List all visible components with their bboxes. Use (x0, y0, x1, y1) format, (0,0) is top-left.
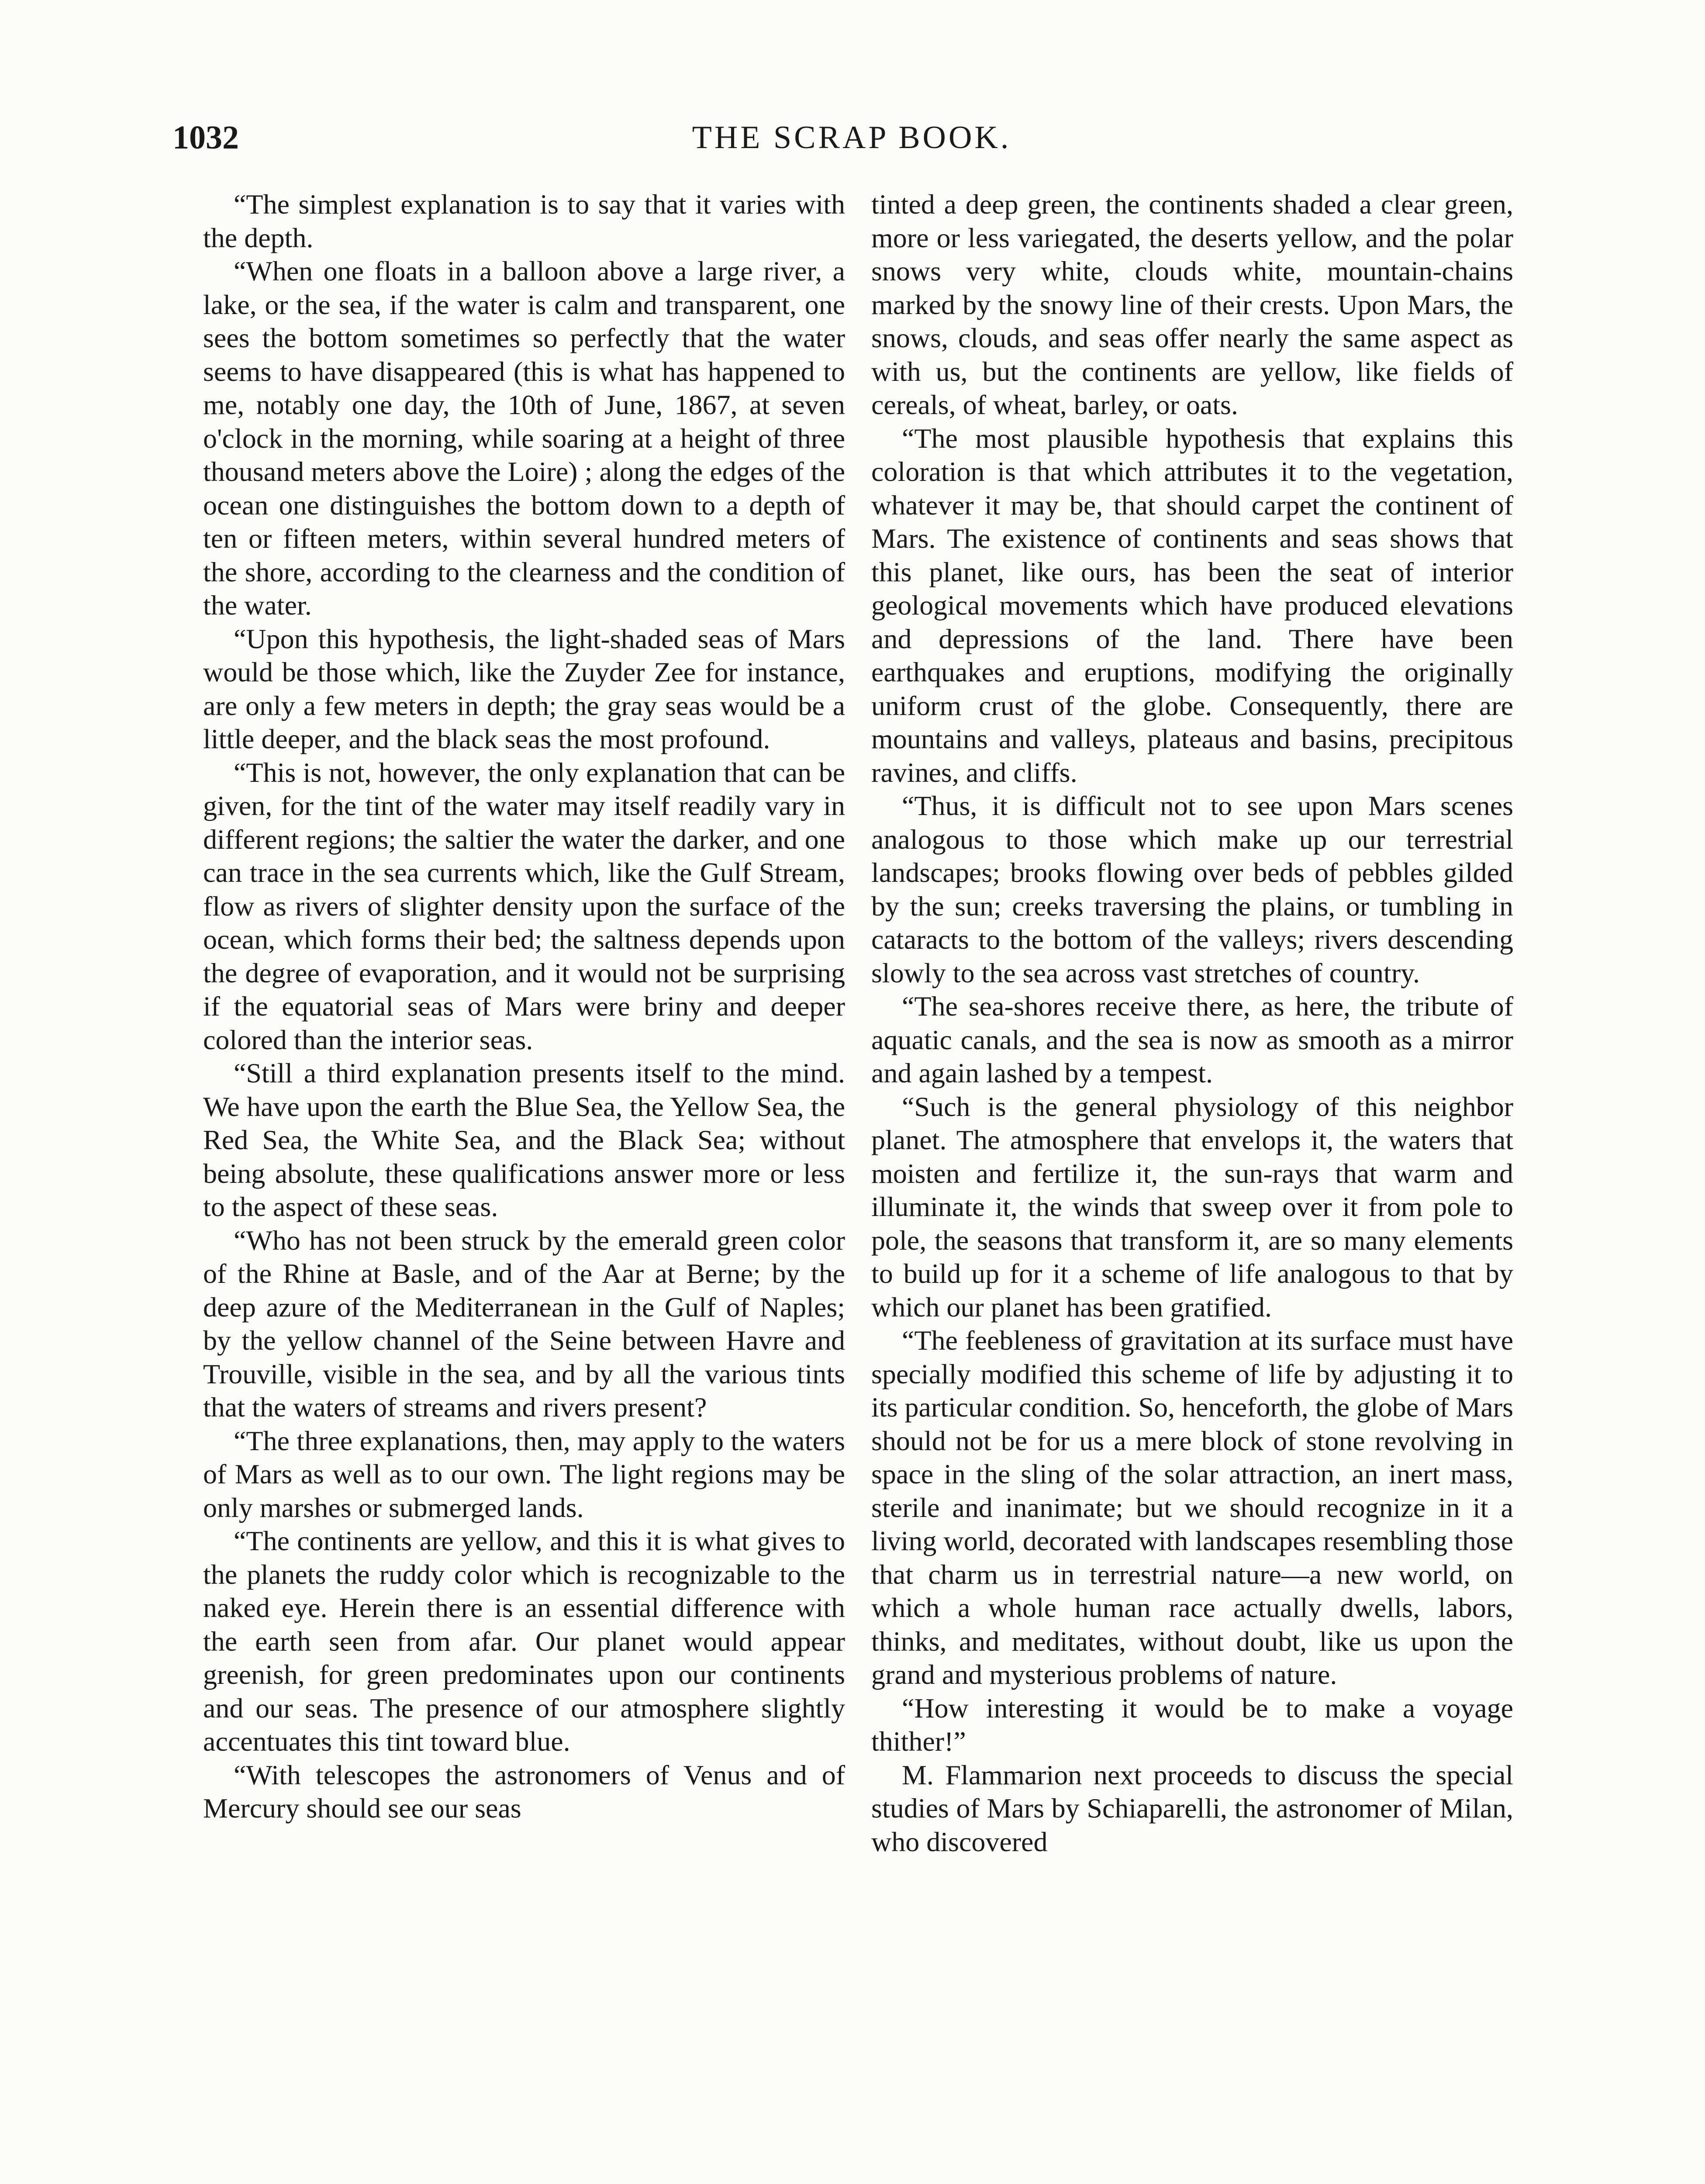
paragraph: “This is not, however, the only explanation that can be given, for the tint of the water may itself readily vary in different regions; the saltier the water the darker, and one can trace in the sea currents which, like the Gulf Stream, flow as rivers of slighter density upon the surface of the ocean, which forms their bed; the saltness depends upon the degree of evaporation, and it would not be surprising if the equatorial seas of Mars were briny and deeper colored than the interior seas. (203, 757, 845, 1055)
paragraph: “The continents are yellow, and this it is what gives to the planets the ruddy color which is recognizable to the naked eye. Herein there is an essential difference with the earth seen from afar. Our planet would appear greenish, for green predominates upon our continents and our seas. The presence of our atmosphere slightly accentuates this tint toward blue. (203, 1525, 845, 1757)
paragraph-continued: tinted a deep green, the continents shaded a clear green, more or less variegated, the deserts yellow, and the polar snows very white, clouds white, mountain-chains marked by the snowy line of their crests. Upon Mars, the snows, clouds, and seas offer nearly the same aspect as with us, but the continents are yellow, like fields of cereals, of wheat, barley, or oats. (871, 189, 1513, 420)
paragraph: “Thus, it is difficult not to see upon Mars scenes analogous to those which make up our terrestrial landscapes; brooks flowing over beds of pebbles gilded by the sun; creeks traversing the plains, or tumbling in cataracts to the bottom of the valleys; rivers descending slowly to the sea across vast stretches of country. (871, 790, 1513, 988)
paragraph: “Still a third explanation presents itself to the mind. We have upon the earth the Blue Sea, the Yellow Sea, the Red Sea, the White Sea, and the Black Sea; without being absolute, these qualifications answer more or less to the aspect of these seas. (203, 1057, 845, 1222)
paragraph: “The simplest explanation is to say that it varies with the depth. (203, 189, 845, 253)
paragraph: M. Flammarion next proceeds to discuss the special studies of Mars by Schiaparelli, the astronomer of Milan, who discovered (871, 1759, 1513, 1857)
page-number: 1032 (173, 119, 239, 156)
paragraph: “The feebleness of gravitation at its surface must have specially modified this scheme of life by adjusting it to its particular condition. So, henceforth, the globe of Mars should not be for us a mere block of stone revolving in space in the sling of the solar attraction, an inert mass, sterile and inanimate; but we should recognize in it a living world, decorated with landscapes resembling those that charm us in terrestrial nature—a new world, on which a whole human race actually dwells, labors, thinks, and meditates, without doubt, like us upon the grand and mysterious problems of nature. (871, 1325, 1513, 1690)
paragraph: “How interesting it would be to make a voyage thither!” (871, 1692, 1513, 1757)
paragraph: “Who has not been struck by the emerald green color of the Rhine at Basle, and of the Aar at Berne; by the deep azure of the Mediterranean in the Gulf of Naples; by the yellow channel of the Seine between Havre and Trouville, visible in the sea, and by all the various tints that the waters of streams and rivers present? (203, 1224, 845, 1423)
paragraph: “Upon this hypothesis, the light-shaded seas of Mars would be those which, like the Zuyder Zee for instance, are only a few meters in depth; the gray seas would be a little deeper, and the black seas the most profound. (203, 623, 845, 754)
paragraph: “The three explanations, then, may apply to the waters of Mars as well as to our own. The light regions may be only marshes or submerged lands. (203, 1425, 845, 1523)
paragraph: “With telescopes the astronomers of Venus and of Mercury should see our seas (203, 1759, 845, 1824)
paragraph: “The sea-shores receive there, as here, the tribute of aquatic canals, and the sea is now as smooth as a mirror and again lashed by a tempest. (871, 991, 1513, 1089)
text-column-right (871, 188, 1513, 1859)
text-column-left (203, 188, 845, 1825)
page-header (173, 109, 1531, 166)
paragraph: “Such is the general physiology of this neighbor planet. The atmosphere that envelops it, the waters that moisten and fertilize it, the sun-rays that warm and illuminate it, the winds that sweep over it from pole to pole, the seasons that transform it, are so many elements to build up for it a scheme of life analogous to that by which our planet has been gratified. (871, 1091, 1513, 1323)
paragraph: “The most plausible hypothesis that explains this coloration is that which attributes it to the vegetation, whatever it may be, that should carpet the continent of Mars. The existence of continents and seas shows that this planet, like ours, has been the seat of interior geological movements which have produced elevations and depressions of the land. There have been earthquakes and eruptions, modifying the originally uniform crust of the globe. Consequently, there are mountains and valleys, plateaus and basins, precipitous ravines, and cliffs. (871, 422, 1513, 788)
paragraph: “When one floats in a balloon above a large river, a lake, or the sea, if the water is calm and transparent, one sees the bottom sometimes so perfectly that the water seems to have disappeared (this is what has happened to me, notably one day, the 10th of June, 1867, at seven o'clock in the morning, while soaring at a height of three thousand meters above the Loire) ; along the edges of the ocean one distinguishes the bottom down to a depth of ten or fifteen meters, within several hundred meters of the shore, according to the clearness and the condition of the water. (203, 256, 845, 621)
running-title: THE SCRAP BOOK. (692, 120, 1011, 156)
